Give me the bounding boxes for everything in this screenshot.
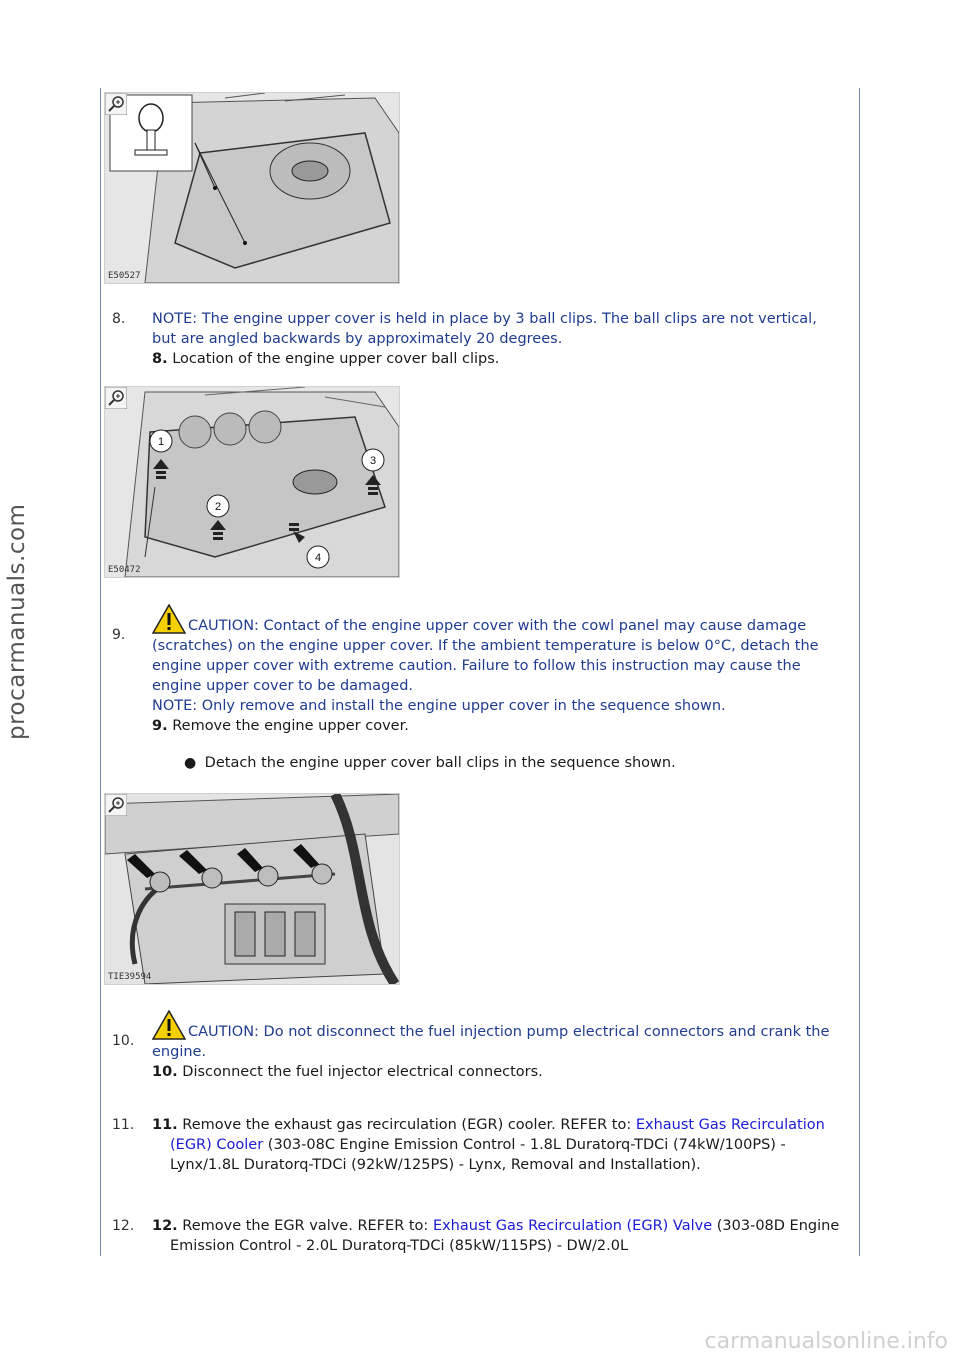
figure-id: E50527 bbox=[108, 271, 141, 281]
step-instruction bbox=[152, 1062, 842, 1082]
step-body bbox=[152, 604, 842, 736]
caution-text: CAUTION: Do not disconnect the fuel injection pump electrical connectors and crank the engine. bbox=[152, 1010, 842, 1062]
injector-connectors-illustration bbox=[105, 794, 399, 984]
figure-id: E50472 bbox=[108, 565, 141, 575]
figure-injector-connectors[interactable] bbox=[104, 793, 400, 985]
step-body bbox=[152, 1010, 842, 1082]
step-number: 11. bbox=[112, 1117, 135, 1133]
step-label: 12. bbox=[152, 1218, 178, 1234]
step-number: 12. bbox=[112, 1218, 135, 1234]
engine-cover-illustration bbox=[105, 93, 399, 283]
figure-id: TIE39594 bbox=[108, 972, 152, 982]
instruction-text: Disconnect the fuel injector electrical connectors. bbox=[177, 1064, 543, 1080]
callout-4: 4 bbox=[314, 552, 322, 564]
note-text: NOTE: Only remove and install the engine upper cover in the sequence shown. bbox=[152, 698, 726, 714]
egr-cooler-link[interactable]: Exhaust Gas Recirculation (EGR) Cooler bbox=[170, 1117, 825, 1153]
page-border-left bbox=[100, 88, 101, 1256]
callout-1: 1 bbox=[157, 436, 165, 448]
step-label: 8. bbox=[152, 351, 168, 367]
step-number: 10. bbox=[112, 1033, 135, 1049]
reference-text: (303-08D Engine Emission Control - 2.0L Duratorq-TDCi (85kW/115PS) - DW/2.0L bbox=[170, 1218, 840, 1254]
figure-engine-cover[interactable] bbox=[104, 92, 400, 284]
note-text: NOTE: The engine upper cover is held in place by 3 ball clips. The ball clips are not vertical, but are angled backwards by approximately 20 degrees. bbox=[152, 311, 817, 347]
zoom-icon[interactable] bbox=[105, 93, 127, 115]
bullet-dot-icon: ● bbox=[184, 755, 197, 771]
instruction-text: Remove the EGR valve. REFER to: bbox=[177, 1218, 433, 1234]
side-watermark: procarmanuals.com bbox=[4, 503, 30, 740]
step-label: 11. bbox=[152, 1117, 178, 1133]
zoom-icon[interactable] bbox=[105, 387, 127, 409]
bullet-item: ● Detach the engine upper cover ball clips in the sequence shown. bbox=[184, 755, 676, 771]
reference-text: (303-08C Engine Emission Control - 1.8L Duratorq-TDCi (74kW/100PS) - Lynx/1.8L Duratorq-TDCi (92kW/125PS) - Lynx, Removal and Installation). bbox=[170, 1137, 786, 1173]
warning-icon bbox=[152, 604, 186, 634]
step-body bbox=[152, 1216, 842, 1256]
step-instruction bbox=[152, 1115, 842, 1175]
zoom-icon[interactable] bbox=[105, 794, 127, 816]
instruction-text: Location of the engine upper cover ball clips. bbox=[167, 351, 500, 367]
figure-ball-clips[interactable] bbox=[104, 386, 400, 578]
callout-3: 3 bbox=[369, 455, 377, 467]
step-instruction bbox=[152, 716, 842, 736]
ball-clips-illustration bbox=[105, 387, 399, 577]
instruction-text: Remove the exhaust gas recirculation (EGR) cooler. REFER to: bbox=[177, 1117, 636, 1133]
step-body bbox=[152, 309, 842, 369]
step-label: 10. bbox=[152, 1064, 178, 1080]
egr-valve-link[interactable]: Exhaust Gas Recirculation (EGR) Valve bbox=[432, 1218, 713, 1234]
step-body bbox=[152, 1115, 842, 1175]
page-border-right bbox=[859, 88, 860, 1256]
step-number: 8. bbox=[112, 311, 126, 327]
step-instruction bbox=[152, 349, 842, 369]
step-instruction bbox=[152, 1216, 842, 1256]
callout-2: 2 bbox=[214, 501, 222, 513]
step-number: 9. bbox=[112, 627, 126, 643]
bottom-watermark: carmanualsonline.info bbox=[704, 1329, 948, 1354]
instruction-text: Remove the engine upper cover. bbox=[167, 718, 409, 734]
warning-icon bbox=[152, 1010, 186, 1040]
step-label: 9. bbox=[152, 718, 168, 734]
caution-text: CAUTION: Contact of the engine upper cover with the cowl panel may cause damage (scratches) on the engine upper cover. If the ambient temperature is below 0°C, detach the engine upper cover with extreme caution. Failure to follow this instruction may cause the engine upper cover to be damaged. bbox=[152, 604, 842, 696]
